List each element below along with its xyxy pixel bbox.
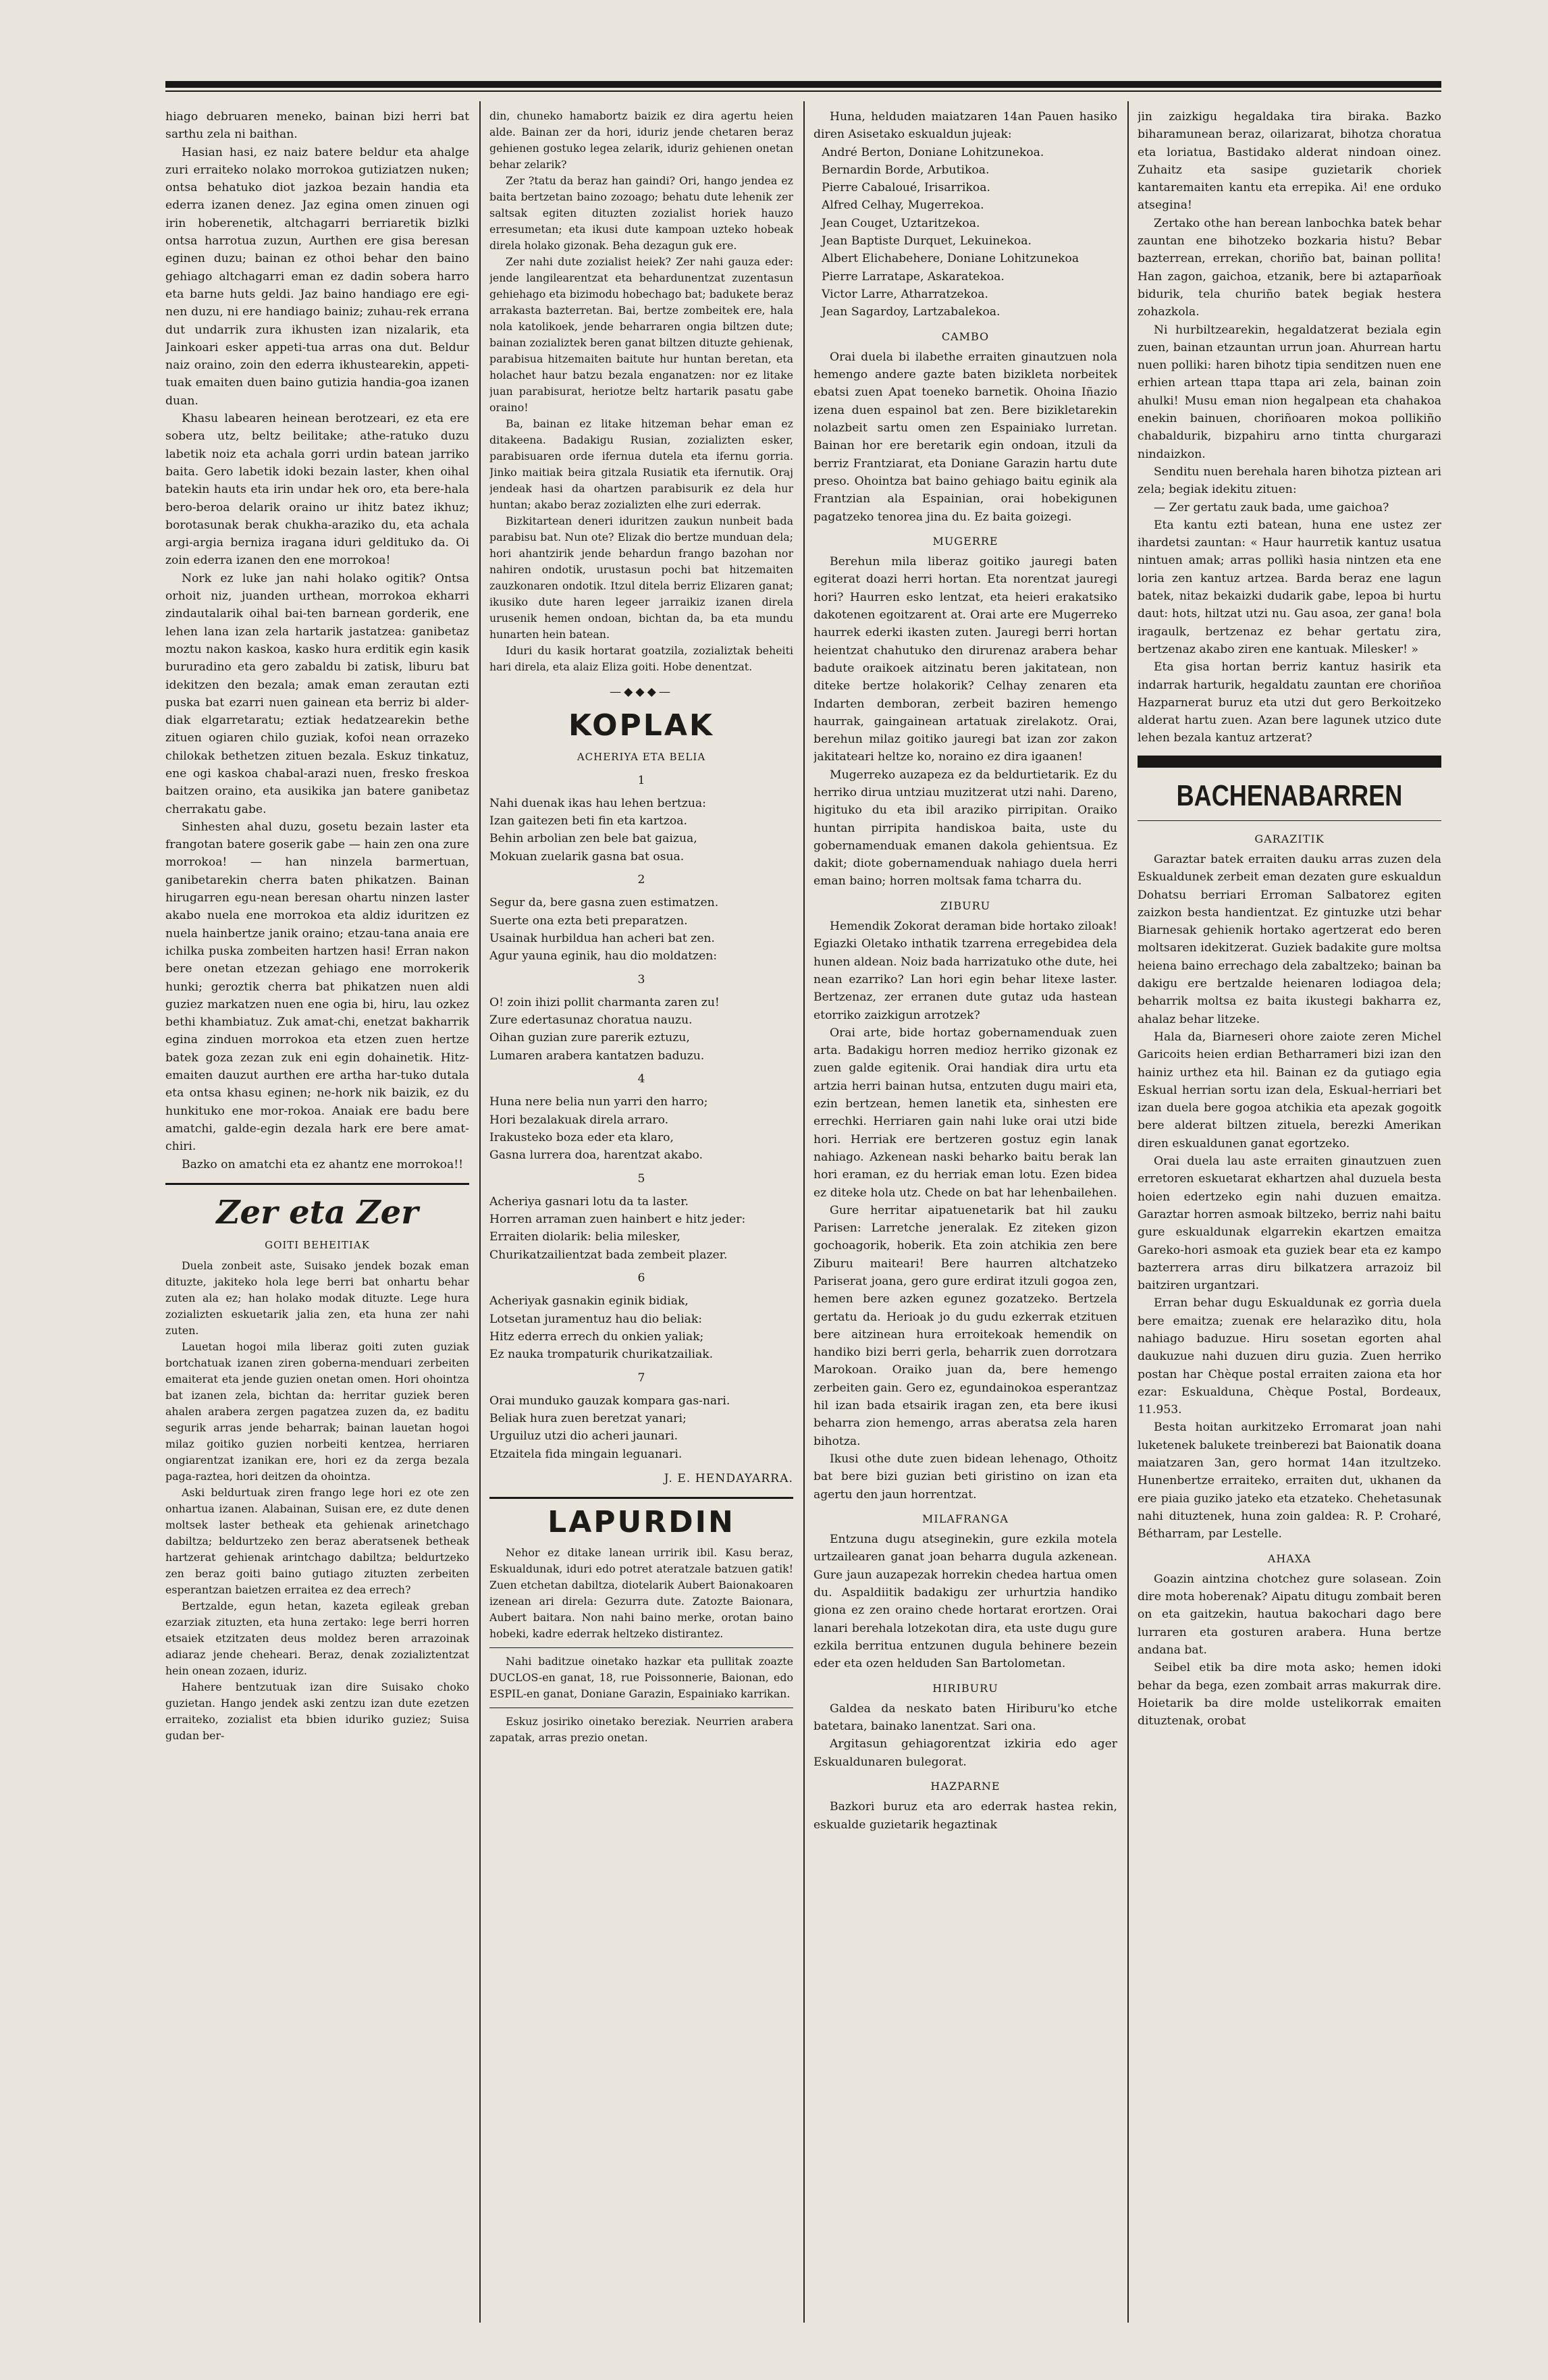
poem-stanzas [489, 772, 793, 1463]
local-news-sections [813, 328, 1117, 1834]
verse-line: Erraiten diolarik: belia milesker, [489, 1230, 680, 1244]
bachenabarren-title: BACHENABARREN [1176, 778, 1403, 812]
top-rule-thin [165, 90, 1441, 92]
article-paragraph: Nork ez luke jan nahi holako ogitik? Ontsa orhoit niz, juanden urthean, morrokoa ekharri zindautalarik oihal bai-ten barnean gorderik, ene lehen lana izan zela hartarik jastatzea: ganibetaz moztu nakon kaskoa, kasko hura erditik egin kasik bururadino eta gero zabaldu bi zatisk, liburu bat idekitzen den bezala; amak eman zerautan ezti puska bat ezarri nuen gainean eta berriz bi alder-diak elgarretaratu; eztiak hedatzearekin bethe zituen ogiaren chilo guziak, kofoi nean orrazeko chilokak bethetzen zituen bezala. Eskuz tinkatuz, ene ogi kaskoa chabal-arazi nuen, fresko freskoa baitzen oraino, eta ausikika jan batere ganibetaz cherrakatu gabe. [165, 571, 469, 816]
article-paragraph: Mugerreko auzapeza ez da beldurtietarik. Ez du herriko dirua untziau muzitzerat utzi nahi. Dareno, higituko du eta ibil araziko pirripitan. Oraiko huntan pirripita handiskoa baita, uste du gobernamenduak emanen dakola gehientsua. Ez dakit; diote gobernamenduak nahiago duela herri eman baino; horren moltsak fama tcharra du. [813, 768, 1117, 889]
zer-eta-zer-subtitle: GOITI BEHEITIAK [265, 1238, 370, 1251]
verse-line: Hori bezalakuak direla arraro. [489, 1113, 669, 1127]
ornament-divider: —◆◆◆— [609, 685, 674, 699]
article-paragraph: Hala da, Biarneseri ohore zaiote zeren Michel Garicoits heien erdian Betharrameri bizi izan den hainiz urthez eta hil. Bainan ez da gutiago egia Eskual herrian sortu izan dela, Eskual-herriari bet izan duela bere gogoa atchikia eta apezak gogoitk bere alderat biltzen zituela, berezki Amerikan diren eskualdunen ganat egortzeko. [1138, 1030, 1441, 1151]
verse-line: Orai munduko gauzak kompara gas-nari. [489, 1394, 730, 1408]
column-divider [803, 101, 805, 2323]
advert-paragraph: Nahi baditzue oinetako hazkar eta pullitak zoazte DUCLOS-en ganat, 18, rue Poissonnerie, Baionan, edo ESPIL-en ganat, Doniane Garazin, Espainiako karrikan. [489, 1655, 793, 1701]
article-paragraph: Sinhesten ahal duzu, gosetu bezain laster eta frangotan batere goserik gabe — hain zen ona zure morrokoa! — han ninzela barmertuan, ganibetarekin cherra baten phikatzen. Bainan hirugarren egu-nean beresan ohartu ninzen laster akabo nuela ene morrokoa eta aldiz iduritzen ez nuela hainbertze janik oraino; etzau-tana anaia ere ichilka puska zombeiten hartzen hasi! Erran nakon bere onetan etzezan gehiago ene morrokerik hunki; geroztik cherra bat phikatzen nuen aldi guziez markatzen nuen ene ogia bi, hiru, lau ozkez bethi khambiatuz. Zuk amat-chi, enetzat bakharrik egina zinduen morrokoa eta etzen zuen hertze batek goza zezan zuk eni egin dohainetik. Hitz-emaiten dauzut aurthen ere artha har-tuko dutala eta ontsa khasu eginen; ne-hork nik baizik, ez du hunkituko ene mor-rokoa. Anaiak ere badu bere amatchi, galde-egin dezala hark ere bere amat-chiri. [165, 820, 469, 1154]
juror-entry: Bernardin Borde, Arbutikoa. [822, 163, 990, 177]
zer-eta-zer-title: Zer eta Zer [216, 1193, 419, 1232]
section-rule [1138, 820, 1441, 821]
verse-line: Churikatzailientzat bada zembeit plazer. [489, 1248, 728, 1262]
verse-line: Mokuan zuelarik gasna bat osua. [489, 849, 685, 864]
article-paragraph: Gure herritar aipatuenetarik bat hil zauku Parisen: Larretche jeneralak. Ez ziteken gizon gochoagorik, hoberik. Eta zoin atchikia zen bere Ziburu maiteari! Bere haurren altchatzeko Pariserat joana, gero gure erdirat itzuli gogoa zen, hemen bere azken egunez gozatzeko. Bertzela gertatu da. Herioak jo du gudu ezkerrak etzituen bere aitzinean hura erroitekoak hemendik on handiko bizi berri gerla, beharrik zuen dorrotzara Marokoan. Oraiko juan da, bere hemengo zerbeiten gain. Gero ez, egundainokoa esperantzaz hil izan bada etsairik iragan zen, eta bere ikusi beharra zion hemengo, arras aberatsa zela haren bihotza. [813, 1203, 1117, 1448]
juror-entry: Pierre Cabaloué, Irisarrikoa. [822, 181, 990, 195]
place-heading: MUGERRE [932, 534, 998, 548]
article-paragraph: hiago debruaren meneko, bainan bizi herri bat sarthu zela ni baithan. [165, 110, 469, 142]
verse-line: Behin arbolian zen bele bat gaizua, [489, 832, 697, 846]
stanza-number: 5 [637, 1171, 645, 1186]
place-heading: ZIBURU [940, 899, 991, 912]
column-4 [1138, 108, 1441, 2323]
article-paragraph: Bazkori buruz eta aro ederrak hastea rekin, eskualde guzietarik hegaztinak [813, 1800, 1117, 1832]
jurors-list [813, 144, 1117, 321]
verse-line: Huna nere belia nun yarri den harro; [489, 1095, 708, 1109]
article-paragraph: Duela zonbeit aste, Suisako jendek bozak eman dituzte, jakiteko hola lege berri bat onhartu behar zuten ala ez; han holako modak dituzte. Lege hura zozializten eskuetarik jalia zen, eta huna zer nahi zuten. [165, 1259, 469, 1338]
article-paragraph: Khasu labearen heinean berotzeari, ez eta ere sobera utz, beltz beilitake; athe-ratuko duzu labetik noiz eta achala gorri urdin batean jarriko baita. Gero labetik idoki bezain laster, khen oihal batekin hauts eta irin undar hek oro, eta bere-hala bero-beroa delarik oraino ur ihitz batez ikhuz; borotasunak berak chukha-araziko du, eta achala argi-argia berniza iragana iduri gelditukо da. Oi zoin ederra izanen den ene morrokoa! [165, 412, 469, 568]
juror-entry: Pierre Larratape, Askaratekoa. [822, 269, 1005, 284]
verse-line: Acheriya gasnari lotu da ta laster. [489, 1194, 689, 1209]
verse-line: Acheriyak gasnakin eginik bidiak, [489, 1294, 689, 1308]
verse-line: Etzaitela fida mingain leguanari. [489, 1447, 683, 1461]
section-rule [165, 1183, 469, 1185]
article-paragraph: Aski beldurtuak ziren frango lege hori ez ote zen onhartua izanen. Alabainan, Suisan ere, ez dute denen moltsek laster betheak eta gehienak arinetchago dabiltza; beldurtzeko zen beraz aberatsenek betheak hartzerat gehienak arintchago dabiltza; beldurtzeko zen beraz goiti baino gutiago zituzten zerbeiten esperantzan baietzen erraitea ez dea errech? [165, 1486, 469, 1597]
place-heading: HAZPARNE [930, 1780, 1000, 1793]
article-paragraph: Besta hoitan aurkitzeko Erromarat joan nahi luketenek balukete treinberezi bat Baionatik doana maiatzaren 3an, gero hormat 14an itzultzeko. Hunenbertze erraiteko, erraiten dut, ukhanen da ere piaia guziko jateko eta etzateko. Chehetasunak nahi dituztenek, huna zoin galdea: R. P. Croharé, Bétharram, par Lestelle. [1138, 1421, 1441, 1541]
heading-bar [1138, 756, 1441, 768]
column-1 [165, 108, 469, 2323]
verse-line: Irakusteko boza eder eta klaro, [489, 1130, 674, 1144]
article-paragraph: Orai duela lau aste erraiten ginautzuen zuen erretoren eskuetarat ekhartzen ahal duzuela besta hoien edertzeko egin nahi duzuen emaitza. Garaztar horren asmoak biltzeko, berriz nahi baitu gure eskualdunak elgarrekin ekartzen emaitza Gareko-hori asmoak eta guziek bear eta ez kampo bazterrera arras diru bilkatzera arrazoiz bil baitziren urgantzari. [1138, 1155, 1441, 1293]
verse-line: Segur da, bere gasna zuen estimatzen. [489, 896, 719, 910]
article-paragraph: Huna, helduden maiatzaren 14an Pauen hasiko diren Asisetako eskualdun jujeak: [813, 110, 1117, 142]
article-paragraph: Garaztar batek erraiten dauku arras zuzen dela Eskualdunek zerbeit eman dezaten gure eskualdun Dohatsu berriari Erroman Salbatorez egiten zaizkon besta handientzat. Ez gintuzke utzi behar Biarnesak gehienik hortako agertzerat edo beren moltsaren idekitzerat. Guziek badakite gure moltsa heiena baino errechago dela zabaltzeko; bainan ba dakigu ere bertzalde heienaren lodiagoa dela; beharrik moltsa ez baita ikustegi bakharra ez, ahalaz behar litzeke. [1138, 852, 1441, 1026]
place-heading: CAMBO [941, 329, 990, 343]
article-paragraph: Goazin aintzina chotchez gure solasean. Zoin dire mota hoberenak? Aipatu ditugu zombait beren on eta gaitzekin, hautua bakochari dago bere lurraren eta gosturen arabera. Huna bertze andana bat. [1138, 1572, 1441, 1658]
article-paragraph: jin zaizkigu hegaldaka tira biraka. Bazko biharamunean beraz, oilarizarat, bihotza choratua eta loriatua, Bastidako alderat nindoan oinez. Zuhaitz eta sasipe guzietarik choriek kantaremaiten kantu eta errepika. Ai! ene orduko atsegina! [1138, 110, 1441, 213]
article-paragraph: — Zer gertatu zauk bada, ume gaichoa? [1154, 500, 1389, 514]
article-paragraph: Zertako othe han berean lanbochka batek behar zauntan ene bihotzeko bozkaria histu? Bebar bazterrean, errekan, choriño bat, bainan pollita! Han zagon, gaichoa, etzanik, bere bi aztaparñoak bidurik, tela churiño batek begiak hestera zohazkola. [1138, 216, 1441, 319]
article-paragraph: din, chuneko hamabortz baizik ez dira agertu heien alde. Bainan zer da hori, iduriz jende chetaren beraz gehienen gostuko legea zelarik, iduriz gehienen onetan behar zelarik? [489, 109, 793, 171]
article-paragraph: Galdea da neskato baten Hiriburu'ko etche batetara, bainako lanentzat. Sari ona. [813, 1701, 1117, 1734]
place-heading: HIRIBURU [932, 1681, 998, 1695]
verse-line: Nahi duenak ikas hau lehen bertzua: [489, 796, 706, 810]
article-paragraph: Eta gisa hortan berriz kantuz hasirik eta indarrak harturik, hegaldatu zauntan ere choriñoa Hazparnerat buruz eta utzi dut gero Berkoitzeko alderat hartu zuen. Azan bere lagunek utzico dute lehen bezala kantuz artzerat? [1138, 660, 1441, 745]
column-3 [813, 108, 1117, 2323]
juror-entry: André Berton, Doniane Lohitzunekoa. [822, 145, 1044, 159]
advert-paragraph: Eskuz josiriko oinetako bereziak. Neurrien arabera zapatak, arras prezio onetan. [489, 1715, 793, 1745]
article-paragraph: Erran behar dugu Eskualdunak ez gorrìa duela bere emaitza; zuenak ere helarazìko ditu, hola nahiago baduzue. Hiru sosetan egorten ahal daukuzue nahi duzuen diru guzia. Zuen herriko postan har Chèque postal erraiten zaiona eta hor ezar: Eskualduna, Chèque Postal, Bordeaux, 11.953. [1138, 1296, 1441, 1417]
verse-line: Lumaren arabera kantatzen baduzu. [489, 1049, 705, 1063]
column-divider [479, 101, 481, 2323]
verse-line: Agur yauna eginik, hau dio moldatzen: [489, 949, 718, 963]
article-paragraph: Zer ?tatu da beraz han gaindi? Ori, hango jendea ez baita bertzetan baino zozoago; behatu dute lehenik zer saltsak egiten dituzten zozialist horiek hauzo erresumetan; eta ikusi dute kampoan uzteko hobeak direla holako gizonak. Beha dezagun guk ere. [489, 174, 793, 252]
place-heading: GARAZITIK [1254, 832, 1325, 845]
stanza-number: 2 [637, 873, 645, 887]
verse-line: Ez nauka trompaturik churikatzailiak. [489, 1348, 714, 1362]
article-paragraph: Senditu nuen berehala haren bihotza piztean ari zela; begiak idekitu zituen: [1138, 465, 1441, 497]
article-paragraph: Ni hurbiltzearekin, hegaldatzerat beziala egin zuen, bainan etzauntan urrun joan. Ahurrean hartu nuen polliki: haren bihotz tipia senditzen nuen ene erhien artean ttapa ttapa ari zela, bainan zoin ahulki! Musu eman nion hegalpean eta chahakoa enekin bainuen, choriñoaren mokoa pollikiño chabaldurik, bizpahiru arno tintta churgarazi nindaizkon. [1138, 323, 1441, 461]
article-paragraph: Eta kantu ezti batean, huna ene ustez zer ihardetsi zauntan: « Haur haurretik kantuz usatua nintuen amak; arras pollikì hasia nintzen eta ene loria zen kantuz artzea. Barda beraz ene lagun batek, nitaz bekaizki dudarik gabe, lepoa bi hurtu daut: hots, hiltzat utzi nu. Gau asoa, zer gana! bola iragaulk, bertzenaz ez behar gertatu zira, bertzenaz akabo ziren ene kantuak. Milesker! » [1138, 518, 1441, 656]
juror-entry: Jean Baptiste Durquet, Lekuinekoa. [822, 234, 1032, 248]
article-paragraph: Orai duela bi ilabethe erraiten ginautzuen nola hemengo andere gazte baten bizikleta norbeitek ebatsi zuen Apat toeneko barnetik. Ohoina Iñazio izena duen espainol bat zen. Bere bizikletarekin nolazbeit sartu omen zen Espainiako lurretan. Bainan hor ere beretarik egin ondoan, itzuli da berriz Frantziarat, eta Doniane Garazin hartu dute preso. Ohointza bat baino gehiago baitu eginik ala Frantzian ala Espainian, orai hobekigunen pagatzeko tenorea jina du. Ez baita goizegi. [813, 350, 1117, 524]
newspaper-page [165, 81, 1441, 2323]
advert-rule [489, 1647, 793, 1648]
verse-line: Gasna lurrera doa, harentzat akabo. [489, 1148, 703, 1163]
article-paragraph: Bazko on amatchi eta ez ahantz ene morrokoa!! [182, 1157, 464, 1171]
stanza-number: 1 [637, 773, 645, 787]
verse-line: Horren arraman zuen hainbert e hitz jeder: [489, 1213, 746, 1227]
article-paragraph: Iduri du kasik hortarat goatzila, zozializtak beheiti hari direla, eta alaiz Eliza goiti. Hobe denentzat. [489, 644, 793, 673]
stanza-number: 4 [637, 1072, 645, 1086]
article-paragraph: Zer nahi dute zozialist heiek? Zer nahi gauza eder: jende langilearentzat eta behardunentzat zuzentasun gehiehago eta bizimodu hobechago bat; badukete beraz arrakasta bazterretan. Bai, bertze zombeitek ere, hala nola katolikoek, jende beharraren ongia biltzen dute; bainan zozializtek beren ganat biltzen dituzte gehienak, parabisua hitzemaiten baitute hur huntan beretan, eta holachet haur batzu bezala enganatzen: nor ez litake juan parabisurat, heriotze beltz hartarik pasatu gabe oraino! [489, 255, 793, 414]
verse-line: Zure edertasunaz choratua nauzu. [489, 1013, 693, 1028]
juror-entry: Victor Larre, Atharratzekoa. [822, 287, 988, 301]
verse-line: Suerte ona ezta beti preparatzen. [489, 914, 688, 928]
article-paragraph: Lauetan hogoi mila liberaz goiti zuten guziak bortchatuak izanen ziren goberna-menduari zerbeiten emaiterat eta jende guzien onetan omen. Hori ohointza bat izanen zela, bichtan da: herritar guziek beren ahalen arabera zergen pagatzea zuzen da, ez baditu segurik arras jende beharrak; bainan lauetan hogoi milaz goitiko guzien norbeiti kentzea, herriaren ongiarentzat izanikan ere, hori ez da zerga bezala paga-raztea, hori deitzen da ohointza. [165, 1340, 469, 1483]
article-paragraph: Bertzalde, egun hetan, kazeta egileak greban ezarziak zituzten, eta huna zertako: lege berri horren etsaiek etzitzaten deus moldez beren arrazoinak adiaraz jende cheheari. Beraz, denak zozializtentzat hein onean zozaen, iduriz. [165, 1599, 469, 1678]
verse-line: Urguiluz utzi dio acheri jaunari. [489, 1429, 678, 1444]
place-heading: MILAFRANGA [922, 1512, 1009, 1525]
verse-line: Oihan guzian zure parerik eztuzu, [489, 1031, 690, 1045]
koplak-title: KOPLAK [568, 708, 714, 743]
verse-line: O! zoin ihizi pollit charmanta zaren zu! [489, 995, 720, 1009]
poem-signature: J. E. HENDAYARRA. [664, 1471, 793, 1485]
advert-paragraph: Nehor ez ditake lanean urririk ibil. Kasu beraz, Eskualdunak, iduri edo potret ateratzale batzuen gatik! Zuen etchetan dabiltza, diotelarik Aubert Baionakoaren izenean ari direla: Gezurra dute. Zatozte Baionara, Aubert baitara. Non nahi baino merke, orotan baino hobeki, kadre ederrak heltzeko distirantez. [489, 1546, 793, 1641]
article-paragraph: Ikusi othe dute zuen bidean lehenago, Othoitz bat bere bizi guzian beti giristino on izan eta agertu den jaun horrentzat. [813, 1452, 1117, 1502]
article-paragraph: Hahere bentzutuak izan dire Suisako choko guzietan. Hango jendek aski zentzu izan dute ezetzen erraiteko, zozialist eta bbien iduriko guziez; Suisa gudan ber- [165, 1681, 469, 1743]
article-paragraph: Ba, bainan ez litake hitzeman behar eman ez ditakeena. Badakigu Rusian, zozializten esker, parabisuaren orde ifernua dutela eta ifernu gorria. Jinko maitiak beira gitzala Rusiatik eta ifernutik. Oraj jendeak hasi da ohartzen parabisurik ez dela hur huntan; akabo beraz zozializten elhe zuri ederrak. [489, 417, 793, 511]
verse-line: Usainak hurbildua han acheri bat zen. [489, 931, 715, 945]
article-paragraph: Berehun mila liberaz goitiko jauregi baten egiterat doazi herri hortan. Eta norentzat jauregi hori? Haurren esko lentzat, eta heieri erakatsiko dakotenen egoitzarent at. Orai arte ere Mugerreko haurrek ederki ikasten zuten. Jauregi berri hortan heientzat chahutuko den dirurenaz arabera behar badute oraikoek aitzinatu beren jakitatean, non diteke bertze holakorik? Celhay zenaren eta Indarten demboran, zerbeit baziren hemengo haurrak, gaingainean artatuak zirelakotz. Orai, berehun milaz goitiko jauregi bat izan zor zakon jakitateari heltze ko, noraino ez dira igaanen! [813, 555, 1117, 764]
article-paragraph: Bizkitartean deneri iduritzen zaukun nunbeit bada parabisu bat. Nun ote? Elizak dio bertze munduan dela; hori ahantzirik jende behardun frango bazohan nor nahiren ondotik, urustasun pochi bat hitzemaiten zauzkonaren ondotik. Itzul ditela berriz Elizaren ganat; ikusiko dute haren legeer jarraikiz izanen direla urusenik hemen ondoan, bichtan da, ba eta mundu hunarten hein batean. [489, 514, 793, 641]
local-news-sections [1138, 830, 1441, 1730]
juror-entry: Alfred Celhay, Mugerrekoa. [822, 199, 984, 213]
column-2 [489, 108, 793, 2323]
article-paragraph: Seibel etik ba dire mota asko; hemen idoki behar da bega, ezen zombait arras makurrak dire. Hoietarik ba dire molde ustelikorrak emaiten dituztenak, orobat [1138, 1661, 1441, 1728]
koplak-subtitle: ACHERIYA ETA BELIA [577, 751, 706, 764]
article-paragraph: Hasian hasi, ez naiz batere beldur eta ahalge zuri erraiteko nolako morrokoa gutiziatzen nuken; ontsa behatuko diot jazkoa bezain handia eta ederra izanen denez. Jaz egina omen zinuen ogi irin hoberenetik, altchagarri berriaretik bizlki ontsa harrotua zuzun, Aurthen ere gisa beresan eginen duzu; bainan ez othoi behar den baino gehiago altchagarri eman ez dadin sobera harro eta barne huts geldi. Jaz baino handiago ere egi-nen duzu, ni ere handiago bainiz; zuhau-rek errana dut undarrik zura ikhusten izan nizalarik, eta Jainkoari esker appeti-tua arras ona dut. Beldur naiz oraino, zoin den ederra ikhustearekin, appeti-tuak emaiten duen baino gutizia handia-goa izanen duan. [165, 145, 469, 408]
column-divider [1127, 101, 1129, 2323]
article-paragraph: Orai arte, bide hortaz gobernamenduak zuen arta. Badakigu horren medioz herriko gizonak ez zuen galde egitenik. Orai handiak dira urtu eta artzia herri bainan hutsa, entzuten dugu mairi eta, ezin bertzean, hemen lanetik eta, sinhesten ere errechki. Herriaren gain nahi luke orai utzi bide hori. Herriak ere bertzeren gostuz egin lanak nahiago. Azkenean naski beharko baitu berak lan hori eraman, ez du herriak eman lotu. Ezen bidea ez diteke hola utz. Chede on bat har lehenbailehen. [813, 1026, 1117, 1200]
section-rule [489, 1497, 793, 1499]
article-paragraph: Entzuna dugu atseginekin, gure ezkila motela urtzailearen ganat joan beharra dugula azkenean. Gure jaun auzapezak horrekin chedea hartua omen du. Aspaldiitik badakigu zer urhurtzia handiko giona ez zen oraino chede hortarat erortzen. Orai lanari berehala lotzekotan dira, eta uste dugu gure ezkila berritua entzunen dugula behinere bezein eder eta ozen helduden San Bartolometan. [813, 1533, 1117, 1671]
article-paragraph: Hemendik Zokorat deraman bide hortako ziloak! Egiazki Oletako inthatik tzarrena erregebidea dela hunen aldean. Noiz bada harrizatuko othe dute, hei nean ezarriko? Lan hori egin behar litexe laster. Bertzenaz, zer erranen dute gutaz uda hastean etorriko zaizkigun arrotzek? [813, 920, 1117, 1022]
verse-line: Lotsetan juramentuz hau dio beliak: [489, 1312, 703, 1326]
lapurdin-title: LAPURDIN [548, 1505, 735, 1540]
top-rule [165, 81, 1441, 88]
stanza-number: 6 [637, 1271, 645, 1286]
juror-entry: Albert Elichabehere, Doniane Lohitzunekoa [822, 252, 1079, 266]
place-heading: AHAXA [1267, 1552, 1312, 1565]
article-paragraph: Argitasun gehiagorentzat izkiria edo ager Eskualdunaren bulegorat. [813, 1737, 1117, 1769]
stanza-number: 7 [637, 1371, 645, 1385]
juror-entry: Jean Sagardoy, Lartzabalekoa. [822, 305, 1000, 319]
stanza-number: 3 [637, 972, 645, 986]
verse-line: Izan gaitezen beti fin eta kartzoa. [489, 814, 687, 828]
verse-line: Beliak hura zuen beretzat yanari; [489, 1412, 687, 1426]
verse-line: Hitz ederra errech du onkien yaliak; [489, 1329, 704, 1344]
juror-entry: Jean Couget, Uztaritzekoa. [822, 216, 980, 230]
